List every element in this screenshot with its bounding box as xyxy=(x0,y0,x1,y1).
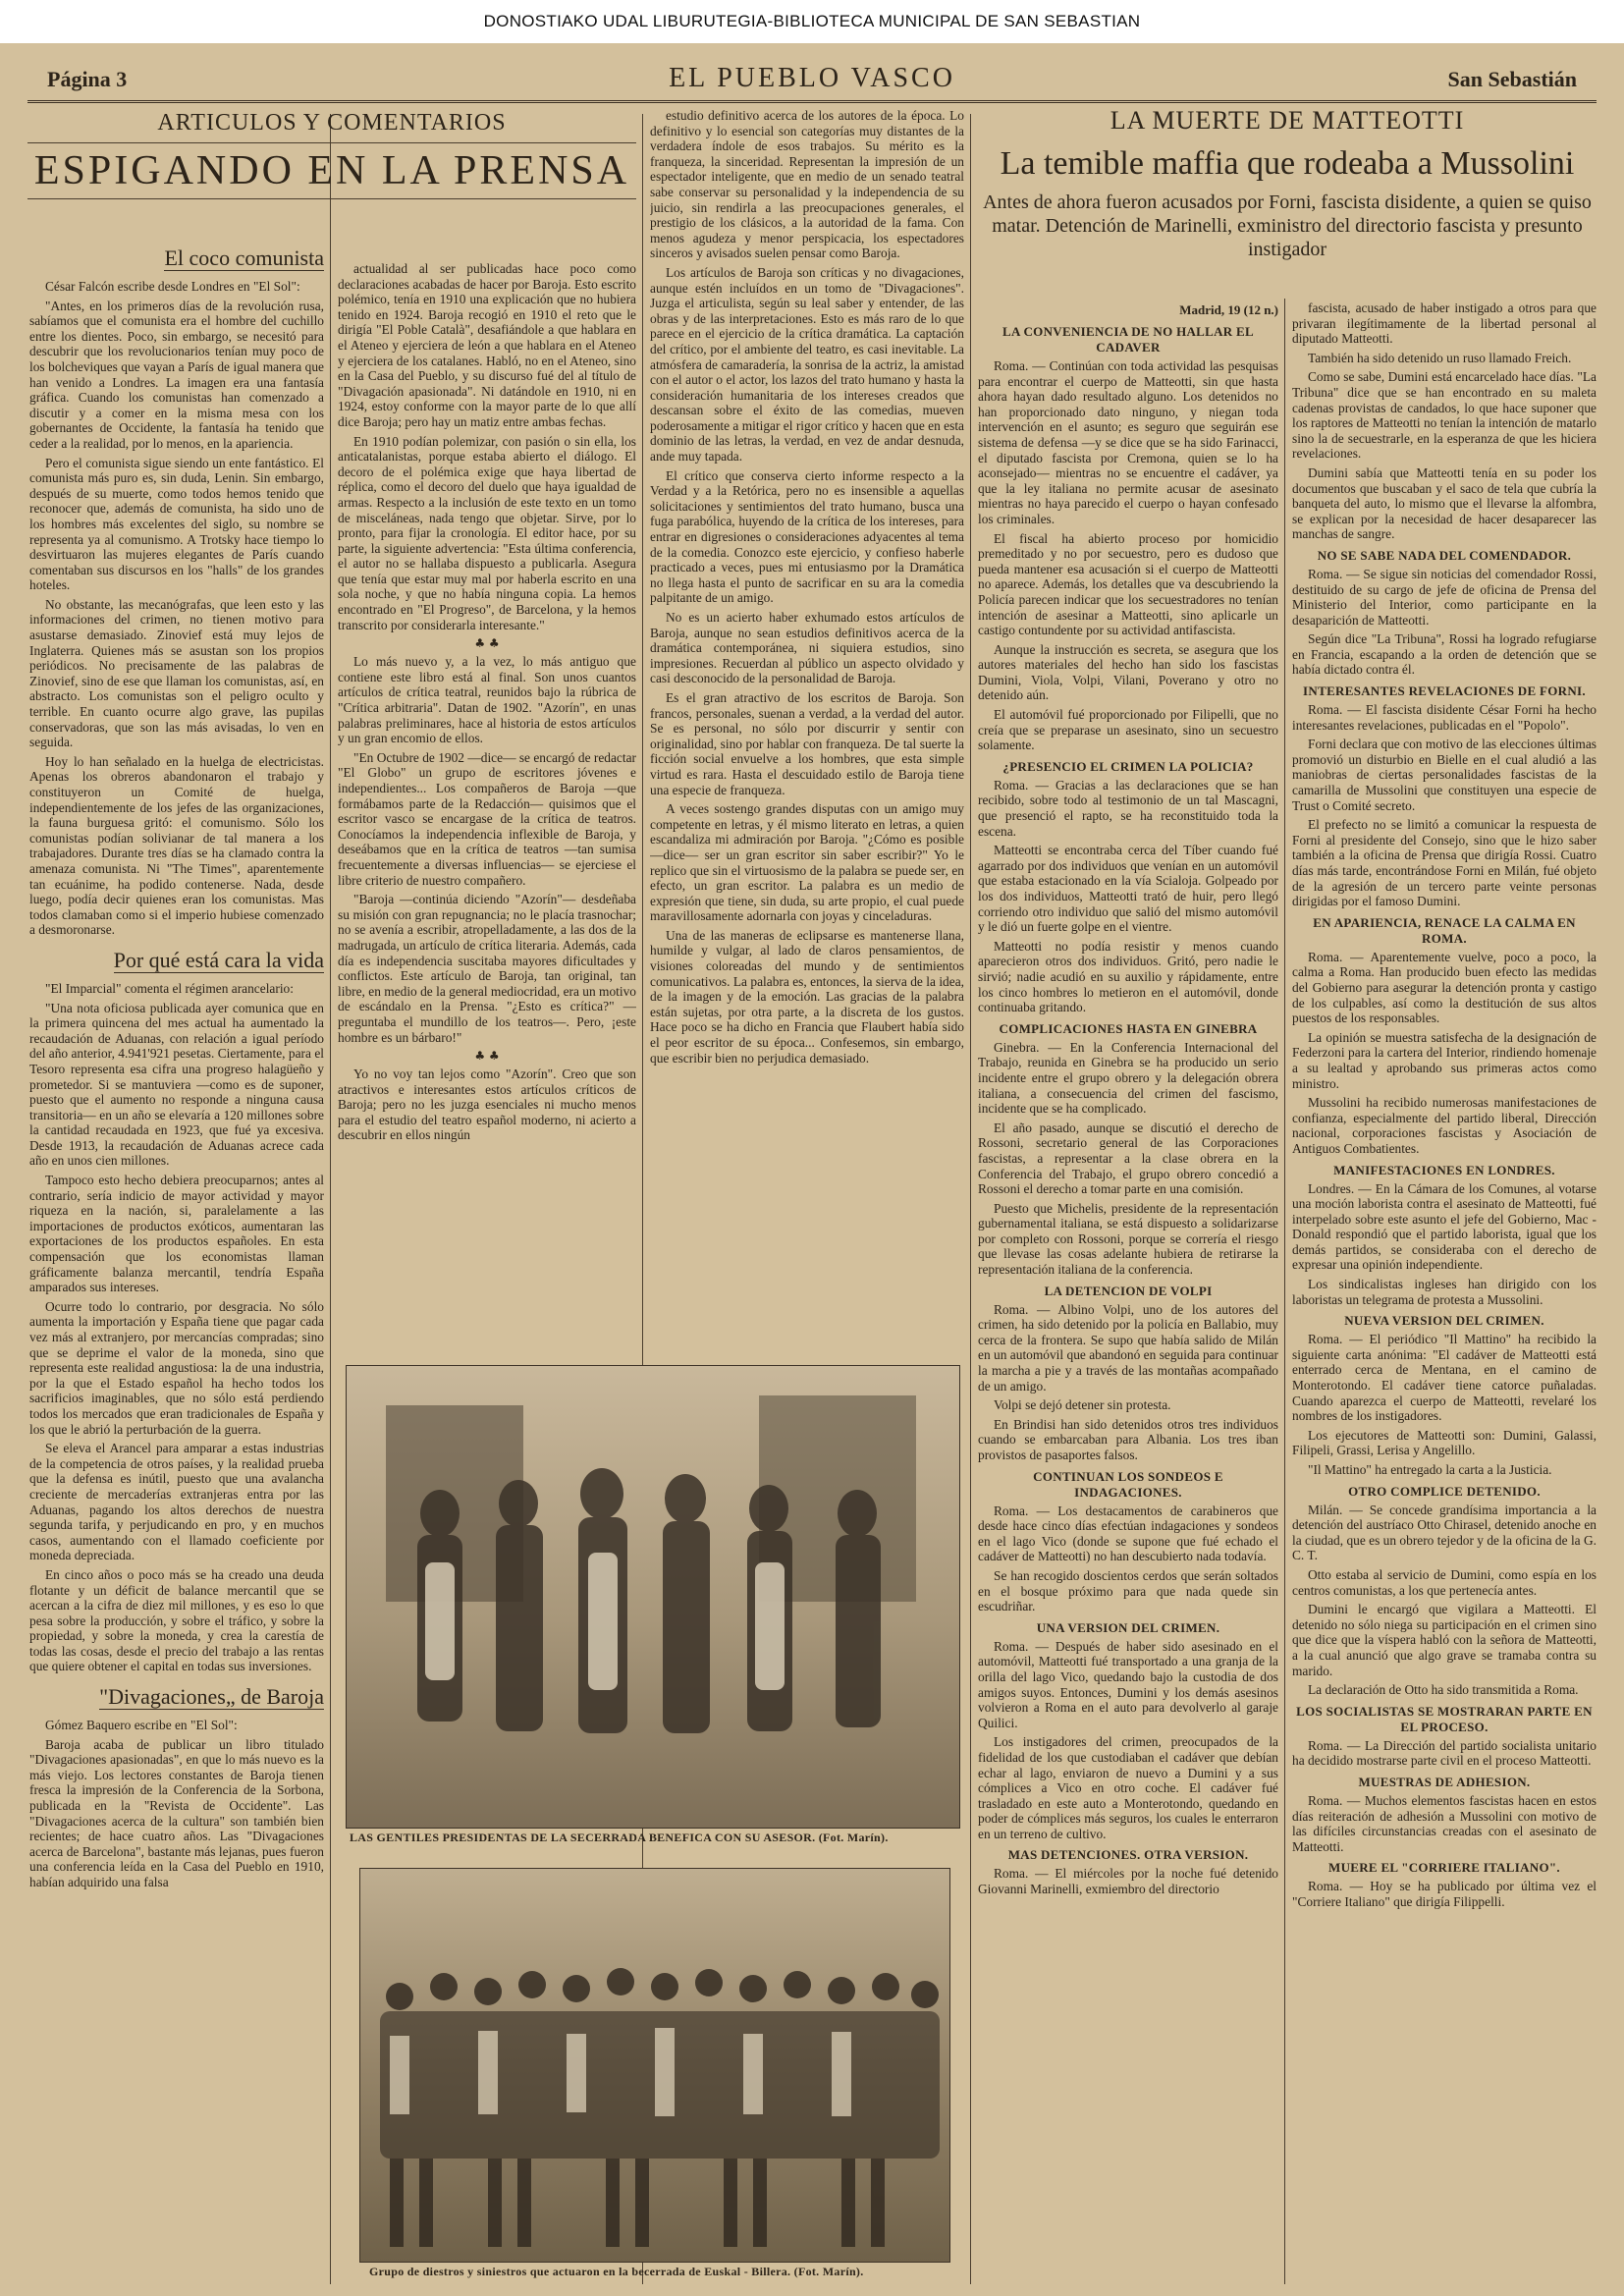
left-section-header xyxy=(27,106,636,236)
main-headline: ESPIGANDO EN LA PRENSA xyxy=(27,142,636,199)
subheading: LA DETENCION DE VOLPI xyxy=(1044,1283,1213,1298)
paragraph: Mussolini ha recibido numerosas manifestaciones de confianza, especialmente del partido liberal, Dirección nacional, corporaciones fascistas y Asociación de Antiguos Combatientes. xyxy=(1292,1095,1597,1156)
article-title: "Divagaciones„ de Baroja xyxy=(99,1684,324,1710)
paragraph: Aunque la instrucción es secreta, se asegura que los autores materiales del hecho han sido los fascistas Dumini, Viola, Volpi, Vilani, Poverano y otro no detenido aún. xyxy=(978,641,1278,703)
paragraph: Los ejecutores de Matteotti son: Dumini, Galassi, Filipeli, Grassi, Lerisa y Angelillo. xyxy=(1292,1427,1597,1458)
paragraph: Roma. — Albino Volpi, uno de los autores del crimen, ha sido detenido por la policía en Ballabio, muy cerca de la frontera. Se supo que había salido de Milán en un automóvil que abandonó en seguida para continuar la marcha a pie y a través de las montañas acompañado de un amigo. xyxy=(978,1301,1278,1394)
paragraph: Otto estaba al servicio de Dumini, como espía en los centros comunistas, a los que pertenecía antes. xyxy=(1292,1566,1597,1598)
column-rule xyxy=(1284,299,1285,2284)
page-number: Página 3 xyxy=(47,67,128,91)
subheading: NUEVA VERSION DEL CRIMEN. xyxy=(1344,1313,1544,1329)
paragraph: En cinco años o poco más se ha creado una deuda flotante y un déficit de balance mercantil que se acercan a la cifra de diez mil millones, y es eso lo que pesa sobre la producción, y sobre el tráfico, y sobre la propiedad, y sobre la moneda, y crea la carestía de todas las cosas, desde el precio del trabajo a las rentas que quiere obtener el capital en todas sus inversiones. xyxy=(29,1566,324,1674)
paragraph: Roma. — El periódico "Il Mattino" ha recibido la siguiente carta anónima: "El cadáver de Matteotti está enterrado cerca de Mentana, en el camino de Monterotondo. El cadáver tiene catorce puñaladas. Cuando aparezca el cuerpo de Matteotti, revelaré los nombres de los instigadores. xyxy=(1292,1332,1597,1424)
paragraph: Roma. — El miércoles por la noche fué detenido Giovanni Marinelli, exmiembro del directorio xyxy=(978,1866,1278,1897)
subheading: NO SE SABE NADA DEL COMENDADOR. xyxy=(1317,547,1572,563)
column-3 xyxy=(650,108,964,1400)
column-rule xyxy=(970,114,971,2284)
paragraph: Ocurre todo lo contrario, por desgracia. No sólo aumenta la importación y España tiene que pagar cada vez más al extranjero, por mercancías compradas; sino que se deprime el valor de la moneda, sino que representa este realidad angustiosa: la de una industria, por la que el Estado español ha hecho todos los sacrificios imaginables, que no sólo está perdiendo todos los mercados que eran tradicionales de España y los que le abrió la perturbación de la guerra. xyxy=(29,1298,324,1437)
newspaper-page xyxy=(0,43,1624,2296)
paragraph: Roma. — La Dirección del partido socialista unitario ha decidido mostrarse parte civil en el proceso Matteotti. xyxy=(1292,1737,1597,1769)
paragraph: La declaración de Otto ha sido transmitida a Roma. xyxy=(1308,1682,1579,1698)
paragraph: Es el gran atractivo de los escritos de Baroja. Son francos, personales, suenan a verdad, a la verdad del autor. Se es personal, no sólo por discurrir y sentir con originalidad, sino por hablar con franqueza. De tal suerte la ficción social envuelve a los hombres, que esta simple virtud es rara. Hasta el descuidado estilo de Baroja tiene una especie de franqueza. xyxy=(650,689,964,797)
paragraph: Ginebra. — En la Conferencia Internacional del Trabajo, reunida en Ginebra se ha producido un serio incidente entre el grupo obrero y la delegación obrera italiana, a consecuencia del crimen del fascismo, incidente que se ha complicado. xyxy=(978,1039,1278,1117)
paragraph: Forni declara que con motivo de las elecciones últimas promovió un disturbio en Bielle en el cual aludió a las maniobras de ciertas personalidades fascistas de la camarilla de Mussolini que constituyen una especie de Trust o Comité secreto. xyxy=(1292,737,1597,813)
paragraph: estudio definitivo acerca de los autores de la época. Lo definitivo y lo esencial son categorías muy distantes de la verdadera índole de esos trabajos. Su mérito es la franqueza, la sinceridad. Representan la impresión de un espectador inteligente, que en medio de un senado teatral sabe conservar su personalidad y la independencia de su juicio, sin rendirla a las preocupaciones generales, el prestigio de los clásicos, a la autoridad de la fama. Con menos agudeza y menor perspicacia, los espectadores sinceros y avisados suelen pensar como Baroja. xyxy=(650,108,964,261)
paragraph: El prefecto no se limitó a comunicar la respuesta de Forni al presidente del Consejo, sino que le hizo saber también a la oficina de Prensa que dirigía Rossi. Cuatro días más tarde, encontrándose Forni en Milán, fué objeto de la agresión de un tercero parte veinte personas dirigidas por el famoso Dumini. xyxy=(1292,817,1597,909)
paragraph: Los sindicalistas ingleses han dirigido con los laboristas un telegrama de protesta a Mussolini. xyxy=(1292,1277,1597,1307)
column-2 xyxy=(338,261,636,1400)
section-kicker: ARTICULOS Y COMENTARIOS xyxy=(157,110,507,136)
paragraph: Se eleva el Arancel para amparar a estas industrias de la competencia de otros países, y la realidad prueba que la defensa es inútil, puesto que una avalancha creciente de mercaderías extranjeras entra por las Aduanas, pagando los altos derechos de nuestra segunda tarifa, y perjudicando en pro, y en muchos casos, aumentando con el llamado coeficiente por moneda depreciada. xyxy=(29,1441,324,1563)
paragraph: Milán. — Se concede grandísima importancia a la detención del austríaco Otto Chirasel, detenido anoche en la ciudad, que es un obrero tejedor y de la oficina de la G. C. T. xyxy=(1292,1502,1597,1563)
paragraph: Roma. — El fascista disidente César Forni ha hecho interesantes revelaciones, publicadas en el "Popolo". xyxy=(1292,702,1597,733)
main-headline: La temible maffia que rodeaba a Mussolini xyxy=(1000,145,1575,182)
paragraph: Roma. — Después de haber sido asesinado en el automóvil, Matteotti fué transportado a una granja de la orilla del lago Vico, quedando bajo la custodia de dos amigos suyos. Entonces, Dumini y los demás asesinos volvieron a Roma en el auto para devolverlo al garaje Quilici. xyxy=(978,1638,1278,1730)
paragraph: Gómez Baquero escribe en "El Sol": xyxy=(45,1718,238,1733)
subheading: CONTINUAN LOS SONDEOS E INDAGACIONES. xyxy=(1033,1468,1223,1500)
paragraph: "Baroja —continúa diciendo "Azorín"— desdeñaba su misión con gran repugnancia; no le placía trasnochar; no se avenía a escribir, atropelladamente, a las dos de la madrugada, un artículo de crítica literaria. Además, cada día es independencia suscitaba mayores dificultades y conflictos. Este artículo de Baroja, tan original, tan libre, en medio de la general mediocridad, era un motivo de escándalo en la Prensa. "¿Esto es crítica?" —preguntaba el mundillo de los teatros—. Pero, ¡este hombre es un bárbaro!" xyxy=(338,892,636,1045)
paragraph: Se han recogido doscientos cerdos que serán soltados en el bosque próximo para que nada quede sin escudriñar. xyxy=(978,1567,1278,1614)
paragraph: fascista, acusado de haber instigado a otros para que privaran ilegítimamente de la libertad personal al diputado Matteotti. xyxy=(1292,301,1597,347)
paragraph: El automóvil fué proporcionado por Filipelli, que no creía que se preparase un asesinato, sino un secuestro solamente. xyxy=(978,707,1278,753)
paragraph: Volpi se dejó detener sin protesta. xyxy=(994,1397,1171,1413)
paragraph: Tampoco esto hecho debiera preocuparnos; antes al contrario, sería indicio de mayor actividad y mayor riqueza en la nación, si, paralelamente a las importaciones de productos exóticos, aumentaran las exportaciones de los productos españoles. En esta compensación que los economistas llaman gráficamente balanza mercantil, tendría España amparados sus intereses. xyxy=(29,1173,324,1295)
section-kicker: LA MUERTE DE MATTEOTTI xyxy=(1110,106,1465,135)
paragraph: "Il Mattino" ha entregado la carta a la Justicia. xyxy=(1308,1462,1552,1477)
archive-banner: DONOSTIAKO UDAL LIBURUTEGIA-BIBLIOTECA MUNICIPAL DE SAN SEBASTIAN xyxy=(0,0,1624,43)
paragraph: Los artículos de Baroja son críticas y no divagaciones, aunque estén incluídos en un tomo de "Divagaciones". Juzga el articulista, según su leal saber y entender, de las obras y de las interpretaciones. Esto es más raro de lo que parece en el ejercicio de la crítica dramática. La captación del crítico, por el ambiente del teatro, es casi inevitable. La atmósfera de camaradería, la sonrisa de la actriz, la amistad con el autor o el actor, los lazos del trato humano y hasta la consideración humanitaria de los intereses creados que descansan sobre el éxito de las comedias, mueven poderosamente a mitigar el rigor crítico y hacen que en esta dominio de las letras, la verdad, en vez de andar desnuda, ande muy tapada. xyxy=(650,264,964,465)
paragraph: "En Octubre de 1902 —dice— se encargó de redactar "El Globo" un grupo de escritores jóvenes e independientes... Los compañeros de Baroja —que formábamos parte de la Redacción— quisimos que el escritor vasco se encargase de la crítica de teatros. Conocíamos la independencia inflexible de Baroja, y deseábamos que en la crítica de teatros —tan sumisa frecuentemente a diversas influencias— se ejerciese el libre criterio de nuestro compañero. xyxy=(338,749,636,888)
newspaper-title: EL PUEBLO VASCO xyxy=(669,63,955,93)
paragraph: También ha sido detenido un ruso llamado Freich. xyxy=(1308,350,1572,365)
paragraph: Dumini sabía que Matteotti tenía en su poder los documentos que buscaban y el saco de tela que cubría la banqueta del auto, lo mismo que el llevarse la alfombra, se explican por la necesidad de hacer desaparecer las manchas de sangre. xyxy=(1292,465,1597,542)
ornament: ♣ ♣ xyxy=(474,636,500,651)
subheading: LOS SOCIALISTAS SE MOSTRARAN PARTE EN EL PROCESO. xyxy=(1296,1703,1593,1734)
paragraph: Roma. — Los destacamentos de carabineros que desde hace cinco días efectúan indagaciones y sondeos en el lago Vico (donde se supone que fué echado el cadáver de Matteotti) no han descubierto nada todavía. xyxy=(978,1503,1278,1564)
subheading: EN APARIENCIA, RENACE LA CALMA EN ROMA. xyxy=(1313,914,1576,946)
paragraph: Matteotti no podía resistir y menos cuando aparecieron otros dos individuos. Gritó, pero nadie le sirvió; nadie acudió en su auxilio y rápidamente, entre los cinco hombres lo metieron en el automóvil, donde continuaba gritando. xyxy=(978,938,1278,1015)
paragraph: Roma. — Aparentemente vuelve, poco a poco, la calma a Roma. Han producido buen efecto las medidas del Gobierno para asegurar la detención pronta y castigo de los culpables, así como la destitución de sus altos puestos de los responsables. xyxy=(1292,949,1597,1026)
subheading: LA CONVENIENCIA DE NO HALLAR EL CADAVER xyxy=(1002,324,1254,355)
paragraph: Roma. — Se sigue sin noticias del comendador Rossi, destituido de su cargo de jefe de oficina de Prensa del Ministerio del Interior, como participante en la desaparición de Matteotti. xyxy=(1292,566,1597,628)
subheading: UNA VERSION DEL CRIMEN. xyxy=(1036,1619,1220,1635)
article-title: El coco comunista xyxy=(164,246,324,270)
paragraph: Puesto que Michelis, presidente de la representación gubernamental italiana, se está dispuesto a solidarizarse por completo con Rossoni, porque se correría el riesgo que llevase las cosas adelante hubiera de retirarse la representación italiana de la conferencia. xyxy=(978,1200,1278,1278)
paragraph: Roma. — Gracias a las declaraciones que se han recibido, sobre todo al testimonio de un tal Mascagni, que presenció el rapto, se ha reconstituido toda la escena. xyxy=(978,777,1278,839)
paragraph: Como se sabe, Dumini está encarcelado hace días. "La Tribuna" dice que se han encontrado en su maleta cadenas provistas de candados, lo que hace suponer que los raptores de Matteotti no tenían la intención de matarlo sino la de secuestrarle, en la esperanza de que les hiciera revelaciones. xyxy=(1292,369,1597,462)
paragraph: "Antes, en los primeros días de la revolución rusa, sabíamos que el comunista era el hombre del cuchillo entre los dientes. Poco, sin embargo, se necesitó para descubrir que los revolucionarios tenían muy poco de los bolcheviques que vayan a París de igual manera que han venido a Londres. La imagen era una fantasía gráfica. Cuando los comunistas han comenzado a discutir y a comer en la misma mesa con los gobernantes de Occidente, la fantasía ha tenido que ceder a la realidad, por lo menos, en la apariencia. xyxy=(29,298,324,451)
photo-image xyxy=(360,1869,949,2262)
subheading: INTERESANTES REVELACIONES DE FORNI. xyxy=(1303,683,1586,699)
subheading: MAS DETENCIONES. OTRA VERSION. xyxy=(1007,1847,1249,1863)
paragraph: Dumini le encargó que vigilara a Matteotti. El detenido no sólo niega su participación en el crimen sino que dice que la víspera habló con la señora de Matteotti, a la cual anunció que algo grave se tramaba contra su marido. xyxy=(1292,1602,1597,1678)
paragraph: Pero el comunista sigue siendo un ente fantástico. El comunista más puro es, sin duda, Lenin. Sin embargo, después de su muerte, como todos hemos tenido que reconocer que, además de comunista, ha sido uno de los hombres más excelentes del siglo, su nombre se representa ya al comunismo. A Trotsky hace tiempo lo desvirtuaron las mujeres elegantes de París cuando comentaban sus discursos en los "halls" de los grandes hoteles. xyxy=(29,455,324,593)
photo-bullfighters xyxy=(359,1868,950,2263)
subheading: COMPLICACIONES HASTA EN GINEBRA xyxy=(999,1020,1258,1036)
right-section-header xyxy=(978,106,1597,299)
subheading: ¿PRESENCIO EL CRIMEN LA POLICIA? xyxy=(1002,758,1254,774)
paragraph: Una de las maneras de eclipsarse es mantenerse llana, humilde y vulgar, al lado de claros pensamientos, de visiones coloreadas del mundo y de sentimientos comunicativos. La palabra es, entonces, la sierva de la idea, de la imagen y de la emoción. Las gracias de la palabra están sujetas, por otra parte, a la discreta de los gustos. Hace poco se ha dicho en Francia que Flaubert había sido el peor escritor de su época... Confesemos, sin embargo, que escribir bien no perjudica demasiado. xyxy=(650,927,964,1066)
paragraph: Los instigadores del crimen, preocupados de la fidelidad de los que custodiaban el cadáver que debían echar al lago, enviaron de nuevo a Dumini y a sus cómplices a Vico en otro coche. El cadáver fué trasladado en este auto a Monterotondo, quedando en poder de cómplices más seguros, los cuales le enterraron en un terreno de cultivo. xyxy=(978,1734,1278,1841)
paragraph: Yo no voy tan lejos como "Azorín". Creo que son atractivos e interesantes estos artículos críticos de Baroja; pero no les juzga esenciales ni mucho menos para el estudio del teatro español moderno, ni acierto a descubrir en ellos ningún xyxy=(338,1066,636,1143)
subheading: MANIFESTACIONES EN LONDRES. xyxy=(1333,1162,1555,1177)
paragraph: En 1910 podían polemizar, con pasión o sin ella, los anticatalanistas, porque estaba abierto el diálogo. El decoro de el polémica exige que haya libertad de réplica, como el decoro del duelo que haya igualdad de armas. Respecto a la inclusión de este texto en un tomo de misceláneas, nada tengo que objetar. Sirve, por lo pronto, para fijar la cronología. El editor hace, por su parte, la siguiente advertencia: "Esta última conferencia, el autor no se hallaba dispuesto a publicarla. Asegura que tenía que estar muy mal por haberla escrito en una sola noche, y que no había ninguna copia. La hemos encontrado en "El Progreso", de Barcelona, y la hemos transcrito por considerarla interesante." xyxy=(338,433,636,632)
paragraph: "El Imparcial" comenta el régimen arancelario: xyxy=(45,980,294,996)
subheading: MUESTRAS DE ADHESION. xyxy=(1358,1774,1531,1789)
column-4 xyxy=(978,301,1278,2288)
paragraph: César Falcón escribe desde Londres en "El Sol": xyxy=(45,279,300,294)
paragraph: Baroja acaba de publicar un libro titulado "Divagaciones apasionadas", en que lo más nuevo es la más viejo. Los lectores constantes de Baroja tienen fresca la impresión de la Conferencia de la Sorbona, publicada en la "Revista de Occidente". Las "Divagaciones acerca de la cultura" son también bien recientes; de hace cuatro años. Las "Divagaciones acerca de Barcelona", bastante más lejanas, pues fueron una conferencia leída en la Casa del Pueblo en 1910, habían adquirido una falsa xyxy=(29,1736,324,1889)
paragraph: Hoy lo han señalado en la huelga de electricistas. Apenas los obreros abandonaron el trabajo y constituyeron un Comité de huelga, independientemente de los jefes de las organizaciones, la fauna burguesa gritó: el comunismo. Sólo los comunistas podían solivianar de tal manera a los trabajadores. Durante tres días se ha clamado contra la amenaza comunista. Ni "The Times", aparentemente tan ecuánime, ha podido contenerse. Nada, desde luego, podía decir quienes eran los comunistas. Mas todos clamaban como si el imperio hubiese comenzado a desmoronarse. xyxy=(29,753,324,938)
photo-image xyxy=(347,1366,959,1828)
paragraph: A veces sostengo grandes disputas con un amigo muy competente en letras, y él mismo literato en letras, a quien escandaliza mi admiración por Baroja. "¿Cómo es posible —dice— ser un gran escritor sin saber escribir?" Yo le replico que sin el virtuosismo de la palabra se puede ser, en efecto, un gran escritor. La palabra es un medio de expresión que tiene, sin duda, su arte propio, el cual puede maravillosamente adornarla con joyas y cinceladuras. xyxy=(650,801,964,924)
dateline: Madrid, 19 (12 n.) xyxy=(1179,302,1278,317)
paragraph: El crítico que conserva cierto informe respecto a la Verdad y a la Retórica, pero no es insensible a aquellas solicitaciones y sentimientos del trato humano, busca una fuga parabólica, huyendo de la crítica de los intereses, para entrar en digresiones o consideraciones adyacentes al tema de la comedia. Conozco este ejercicio, y confieso haberle practicado a veces, pues mi entusiasmo por la Dramática no llega hasta el punto de sacrificar en su ara la comedia palpitante de un amigo. xyxy=(650,467,964,606)
article-title: Por qué está cara la vida xyxy=(113,947,324,972)
subheading: OTRO COMPLICE DETENIDO. xyxy=(1348,1483,1541,1499)
paragraph: Roma. — Continúan con toda actividad las pesquisas para encontrar el cuerpo de Matteotti, sin que hasta ahora hayan dado resultado alguno. Los detenidos no han proporcionado dato ninguno, y niegan toda intervención en el asunto; es seguro que seguirán ese sistema de defensa —y se dice que se ha sido Farinacci, el diputado fascista por Cremona, quien se lo ha aconsejado— mientras no se encuentre el cadáver, ya que la ley italiana no permite acusar de asesinato mientras no haya parecido el cuerpo o hayan confesado los criminales. xyxy=(978,358,1278,526)
ornament: ♣ ♣ xyxy=(474,1049,500,1064)
paragraph: "Una nota oficiosa publicada ayer comunica que en la primera quincena del mes actual ha aumentado la recaudación de Aduanas, con relación a igual período del año anterior, 4.941'921 pesetas. Ciertamente, para el Tesoro representa esa cifra una progreso halagüeño y prometedor. Si se mantuviera —como es de suponer, puesto que el aumento no responde a ninguna causa transitoria— en un año se elevaría a 120 millones sobre la cantidad recaudada en 1923, que fué ya excesiva. Desde 1913, la recaudación de Aduanas acrece cada año en unos cien millones. xyxy=(29,1000,324,1169)
paragraph: El fiscal ha abierto proceso por homicidio premeditado y no por secuestro, pero es dudoso que pueda mantener esa acusación si el cuerpo de Matteotti no aparece. Además, los detalles que va descubriendo la Policía parecen indicar que los secuestradores no tenían intención de asesinar a Matteotti, sino aplicarle un castigo contundente por su actividad antifascista. xyxy=(978,530,1278,638)
paragraph: Londres. — En la Cámara de los Comunes, al votarse una moción laborista contra el asesinato de Matteotti, fué interpelado sobre este asunto el jefe del Gobierno, Mac - Donald respondió que el partido laborista, igual que los demás partidos, se consideraba con el derecho de expresar una opinión independiente. xyxy=(1292,1180,1597,1273)
column-5 xyxy=(1292,301,1597,2288)
paragraph: Roma. — Hoy se ha publicado por última vez el "Corriere Italiano" que dirigía Filippelli. xyxy=(1292,1879,1597,1909)
paragraph: En Brindisi han sido detenidos otros tres individuos cuando se embarcaban para Albania. Los tres iban provistos de pasaportes falsos. xyxy=(978,1416,1278,1462)
paragraph: Lo más nuevo y, a la vez, lo más antiguo que contiene este libro está al final. Son unos cuantos artículos de crítica teatral, reunidos bajo la rúbrica de "Crítica arbitraria". Datan de 1902. "Azorín", en unas palabras preliminares, hace al historia de estos artículos y un gran encomio de ellos. xyxy=(338,654,636,746)
masthead xyxy=(27,61,1597,103)
column-rule xyxy=(330,114,331,2284)
paragraph: No obstante, las mecanógrafas, que leen esto y las informaciones del crimen, no tienen motivo para asustarse demasiado. Zinovief está muy lejos de Inglaterra. Quienes más se asustan son los propios periódicos. No precisamente de las palabras de Zinovief, sino de ese que llaman los comunistas, así, en abstracto. Los comunistas son el peligro oculto y terrible. En cuanto ocurre algo grave, las pupilas conservadoras, que son las más avisadas, lo ven en seguida. xyxy=(29,596,324,750)
paragraph: Matteotti se encontraba cerca del Tíber cuando fué agarrado por dos individuos que venían en un automóvil que estaba estacionado en la vía Scialoja. Golpeado por los dos individuos, Matteotti trató de huir, pero llegó corriendo otro individuo que salió del mismo automóvil y le dió un fuerte golpe en el vientre. xyxy=(978,843,1278,935)
column-1 xyxy=(29,236,324,2288)
subheading: MUERE EL "CORRIERE ITALIANO". xyxy=(1328,1860,1560,1876)
photo-caption: LAS GENTILES PRESIDENTAS DE LA SECERRADA BENEFICA CON SU ASESOR. (Fot. Marín). xyxy=(350,1831,889,1844)
paragraph: Roma. — Muchos elementos fascistas hacen en estos días reiteración de adhesión a Mussolini con motivo de las difíciles circunstancias creadas con el asesinato de Matteotti. xyxy=(1292,1792,1597,1854)
headline-deck: Antes de ahora fueron acusados por Forni, fascista disidente, a quien se quiso matar. Detención de Marinelli, exministro del directorio fascista y presunto instigador xyxy=(983,191,1592,260)
photo-presidents xyxy=(346,1365,960,1829)
paragraph: La opinión se muestra satisfecha de la designación de Federzoni para la cartera del Interior, rindiendo homenaje a su lealtad y aprobando sus primeras actos como ministro. xyxy=(1292,1029,1597,1091)
paragraph: actualidad al ser publicadas hace poco como declaraciones acabadas de hacer por Baroja. Esto escrito polémico, tenía en 1910 una explicación que no hubiera tenido en 1924. Baroja recogió en 1910 el reto que le dirigía "El Poble Català", desafiándole a que hablara en el Ateneo y ejerciera de león a que hablara en el Ateneo y ejerciera de los catalanes. Habló, no en el Ateneo, sino en la Casa del Pueblo, y su discurso fué del al título de "Divagación apasionada". Ni datándole en 1910, ni en 1924, estoy conforme con la mayor parte de lo que allí dice Baroja; pero hay un matiz entre ambas fechas. xyxy=(338,261,636,429)
paragraph: No es un acierto haber exhumado estos artículos de Baroja, aunque no sean estudios definitivos acerca de la dramática contemporánea, ni siquiera estudios, sino impresiones. Recuerdan al público un aspecto olvidado y casi desconocido de la personalidad de Baroja. xyxy=(650,610,964,686)
city-label: San Sebastián xyxy=(1447,67,1577,91)
photo-caption: Grupo de diestros y siniestros que actuaron en la becerrada de Euskal - Billera. (Fot. Marín). xyxy=(369,2265,864,2278)
paragraph: Según dice "La Tribuna", Rossi ha logrado refugiarse en Francia, escapando a la orden de detención que se había dictado contra él. xyxy=(1292,631,1597,678)
paragraph: El año pasado, aunque se discutió el derecho de Rossoni, secretario general de las Corporaciones fascistas, a representar a la clase obrera en la Conferencia del Trabajo, el grupo obrero concedió a Rossoni el derecho a tomar parte en una comisión. xyxy=(978,1120,1278,1197)
